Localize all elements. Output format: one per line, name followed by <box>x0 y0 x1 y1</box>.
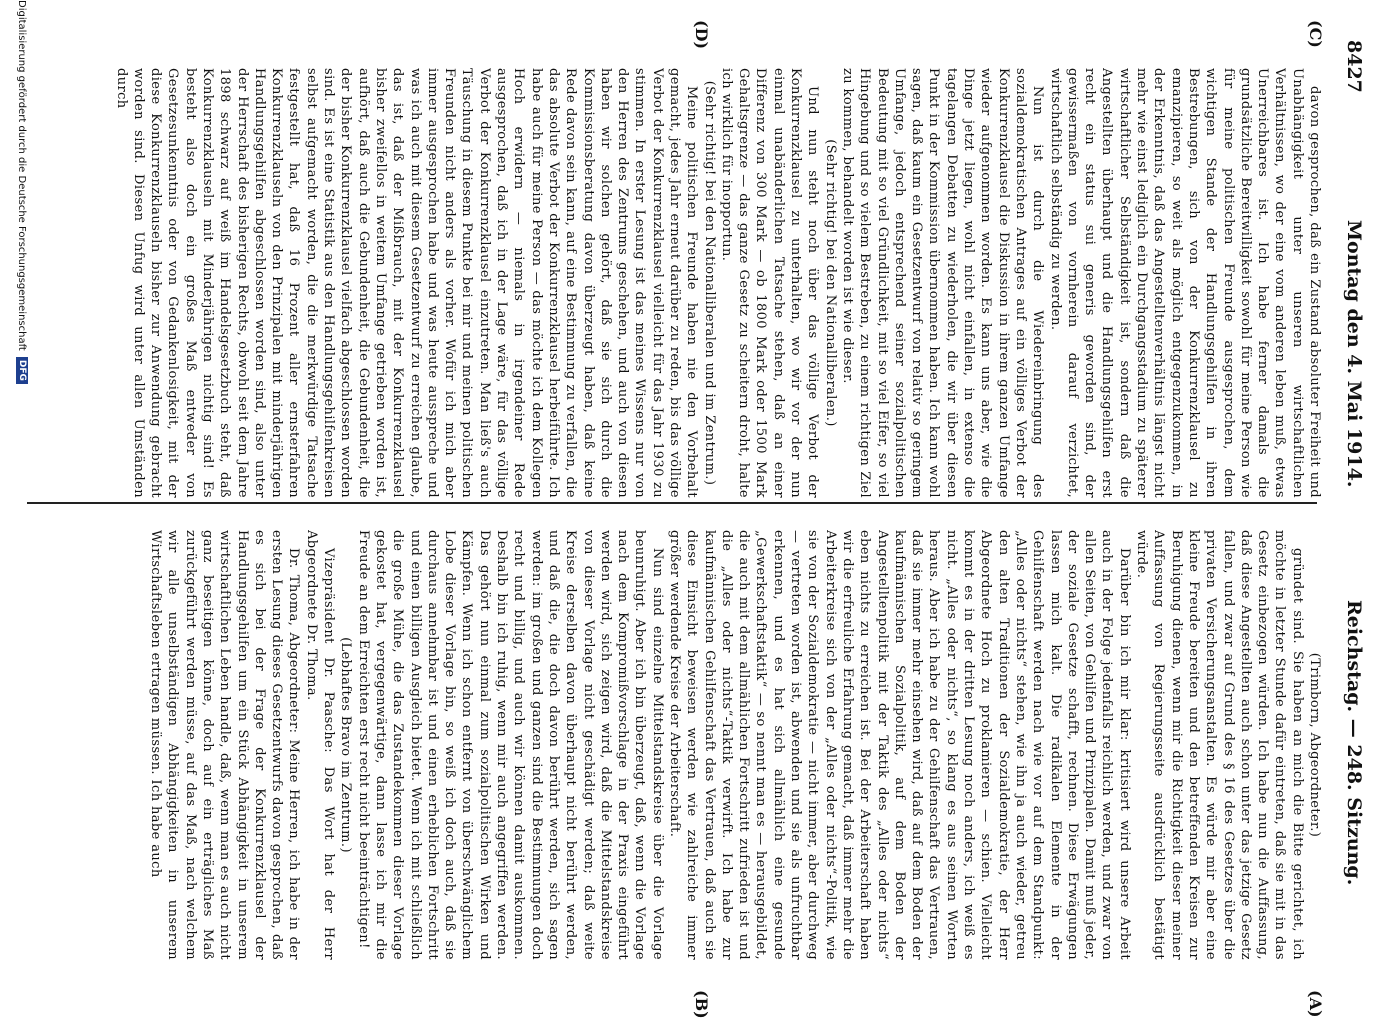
speaker-note: (Trimborn, Abgeordneter.) <box>1307 652 1322 838</box>
session-title: Reichstag. — 248. Sitzung. <box>1343 600 1365 886</box>
marker-a: (A) <box>1306 990 1325 1018</box>
funding-note <box>14 0 30 1000</box>
page-header <box>1339 40 1365 980</box>
page-number: 8427 <box>1343 40 1365 93</box>
interjection: (Lebhaftes Bravo im Zentrum.) <box>338 637 354 853</box>
paragraph: Nun sind einzelne Mittelstandskreise über die Vorlage beunruhigt. Aber ich bin überzeugt, daß, wenn die Vorlage nach dem Kompromißvorschlage in der Praxis eingeführt werden wird, sich zeigen wird, daß die Mittelstandskreise von dieser Vorlage nicht geschädigt werden; daß weite Kreise derselben davon überhaupt nicht berührt werden, und daß die, die doch davon berührt werden, sich sagen werden: im großen und ganzen sind die Bestimmungen doch recht und billig, und auch wir können damit auskommen. Deshalb bin ich ruhig, wenn mir auch angegriffen werden. Das gehört nun einmal zum sozialpolitischen Wirken und Kämpfen. Wenn ich schon entfernt von überschwänglichem Lobe dieser Vorlage bin, so weiß ich doch auch, daß sie durchaus annehmbar ist und einen erheblichen Fortschritt und einen billigen Ausgleich bietet. Wenn ich mit schließlich die große Mühe, die das Zustandekommen dieser Vorlage gekostet hat, vergegenwärtige, dann lasse ich mir die Freude an dem Erreichten erst recht nicht beeinträchtigen! <box>355 530 665 960</box>
paragraph: Nun ist durch die Wiedereinbringung des sozialdemokratischen Antrages auf ein völliges Verbot der Konkurrenzklausel die Diskussion in ihrem ganzen Umfange wieder aufgenommen worden. Es kann uns aber, wie die Dinge jetzt liegen, wohl nicht einfallen, in extenso die tagelangen Debatten zu wiederholen, die wir über diesen Punkt in der Kommission übernommen haben. Ich kann wohl sagen, daß kaum ein Gesetzentwurf von relativ so geringem Umfange, jedoch entsprechend seiner sozialpolitischen Bedeutung mit so viel Gründlichkeit, mit so viel Eifer, so viel Hingebung und so vielem Bestreben, zu einem richtigen Ziel zu kommen, behandelt worden ist wie dieser. <box>839 68 1046 498</box>
paragraph: Und nun steht noch über das völlige Verbot der Konkurrenzklausel zu unterhalten, wo wir vor der nun einmal unabänderlichen Tatsache stehen, daß an einer Differenz von 300 Mark — ob 1800 Mark oder 1500 Mark Gehaltsgrenze — das ganze Gesetz zu scheitern droht, halte ich wirklich für inopportun. <box>718 68 821 498</box>
funding-text: Digitalisierung gefördert durch die Deutsche Forschungsgemeinschaft <box>16 0 28 351</box>
marker-c: (C) <box>1306 20 1325 48</box>
paragraph: Meine politischen Freunde haben nie den Vorbehalt gemacht, jedes Jahr erneut darüber zu reden, bis das völlige Verbot der Konkurrenzklausel vielleicht für das Jahr 1930 zu stimmen. In erster Lesung ist das meines Wissens nur von den Herren des Zentrums geschehen, und auch von diesen haben wir solchen gehört, daß sie sich durch die Kommissionsberatung davon überzeugt haben, daß keine Rede davon sein kann, auf eine Bestimmung zu verfallen, die das absolute Verbot der Konkurrenzklausel herbeiführte. Ich habe auch für meine Person — das möchte ich dem Kollegen Hoch erwidern — niemals in irgendeiner Rede ausgesprochen, daß ich in der Lage wäre, für das völlige Verbot der Konkurrenzklausel einzutreten. Man ließ's auch Täuschung in diesem Punkte bei mir und meinen politischen Freunden nicht anders als vorher. Wofür ich mich aber immer ausgesprochen habe und was heute ausspreche und was ich auch mit diesem Gesetzentwurf zu erreichen glaube, das ist, daß der Mißbrauch, mit der Konkurrenzklausel bisher zweifellos in weitem Umfange getrieben worden ist, aufhört, daß auch die Gebundenheit, die Gebundenheit, die der bisher Konkurrenzklausel vielfach abgeschlossen worden sind. Es ist eine Statistik aus den Handlungsgehilfenkreisen selbst aufgemacht worden, die die merkwürdige Tatsache festgestellt hat, daß 16 Prozent aller ernsterfahren Konkurrenzklauseln von den Prinzipalen mit minderjährigen Handlungsgehilfen abgeschlossen worden sind, also unter der Herrschaft des bisherigen Rechts, obwohl seit dem Jahre 1898 schwarz auf weiß im Handelsgesetzbuch steht, daß Konkurrenzklauseln mit Minderjährigen nichtig sind! Es besteht also doch ein großes Maß entweder von Gesetzesunkenntnis oder von Gedankenlosigkeit, mit der diese Konkurrenzklauseln bisher zur Anwendung gebracht worden sind. Diesen Unfug wird unter allen Umständen durch <box>113 68 700 498</box>
right-text-column <box>23 68 1323 498</box>
column-divider <box>27 502 1317 504</box>
interjection: (Sehr richtig! bei den Nationalliberalen und im Zentrum.) <box>701 80 717 486</box>
paragraph: Vizepräsident Dr. Paasche: Das Wort hat der Herr Abgeordnete Dr. Thoma. <box>303 530 337 960</box>
left-text-column <box>23 530 1323 960</box>
marker-d: (D) <box>692 20 711 50</box>
paragraph: Dr. Thoma, Abgeordneter: Meine Herren, ich habe in der ersten Lesung dieses Gesetzentwurfs davon gesprochen, daß es sich bei der Frage der Konkurrenzklausel der Handlungsgehilfen um ein Stück Abhängigkeit in unserem wirtschaftlichen Leben handle, daß, wenn man es auch nicht ganz beseitigen könne, doch auf ein erträgliches Maß zurückgeführt werden müsse, auf das Maß, nach welchem wir alle unselbständigen Abhängigkeiten in unserem Wirtschaftsleben ertragen müssen. Ich habe auch <box>148 530 302 960</box>
interjection: (Sehr richtig! bei den Nationalliberalen.) <box>822 139 838 427</box>
marker-b: (B) <box>692 990 711 1019</box>
session-date: Montag den 4. Mai 1914. <box>1343 220 1365 488</box>
dfg-logo: DFG <box>16 357 28 384</box>
paragraph: Darüber bin ich mir klar: kritisiert wird unsere Arbeit auch in der Folge jedenfalls reichlich werden, und zwar von allen Seiten, von Gehilfen und Prinzipalen. Damit muß jeder, der soziale Gesetze schafft, rechnen. Diese Erwägungen lassen mich kalt. Die radikalen Elemente in der Gehilfenschaft werden nach wie vor auf dem Standpunkt: „Alles oder nichts“ stehen, wie ihn ja auch wieder, getreu den alten Traditionen der Sozialdemokratie, der Herr Abgeordnete Hoch zu proklamieren — schien. Vielleicht kommt es in der dritten Lesung noch anders, ich weiß es nicht. „Alles oder nichts“, so klang es aus seinen Worten heraus. Aber ich habe zu der Gehilfenschaft das Vertrauen, daß sie immer mehr einsehen wird, daß auf dem Boden der kaufmännischen Sozialpolitik, auf dem Boden der Angestelltenpolitik mit der Taktik des „Alles oder nichts“ eben nichts zu erreichen ist. Bei der Arbeiterschaft haben wir die erfreuliche Erfahrung gemacht, daß immer mehr die Arbeiterkreise sich von der „Alles oder nichts“-Politik, wie sie von der Sozialdemokratie — nicht immer, aber durchweg — vertreten worden ist, abwenden und sie als unfruchtbar erkennen, und es hat sich allmählich eine gesunde „Gewerkschaftstaktik“ — so nennt man es — herausgebildet, die auch mit dem allmählichen Fortschritt zufrieden ist und die „Alles oder nichts“-Taktik verwirft. Ich habe zur kaufmännischen Gehilfenschaft das Vertrauen, daß auch sie diese Einsicht beweisen werden wie zahlreiche immer größer werdende Kreise der Arbeiterschaft. <box>667 530 1132 960</box>
paragraph: davon gesprochen, daß ein Zustand absoluter Freiheit und Unabhängigkeit unter unseren wirtschaftlichen Verhältnissen, wo der eine vom anderen leben muß, etwas Unerreichbares ist. Ich habe ferner damals die grundsätzliche Bereitwilligkeit sowohl für meine Person wie für meine politischen Freunde ausgesprochen, dem wichtigen Stande der Handlungsgehilfen in ihren Bestrebungen, sich von der Konkurrenzklausel zu emanzipieren, so weit als möglich entgegenzukommen, in der Erkenntnis, daß das Angestelltenverhältnis längst nicht mehr wie einst lediglich ein Durchgangsstadium zu späterer wirtschaftlicher Selbständigkeit ist, sondern daß die Angestellten überhaupt und die Handlungsgehilfen erst recht ein status sui generis geworden sind, der gewissermaßen von vornherein darauf verzichtet, wirtschaftlich selbständig zu werden. <box>1047 68 1322 498</box>
paragraph: gründet sind. Sie haben an mich die Bitte gerichtet, ich möchte in letzter Stunde dafür eintreten, daß sie mit in das Gesetz einbezogen würden. Ich habe nun die Auffassung, daß diese Angestellten auch schon unter das jetzige Gesetz fallen, und zwar auf Grund des § 16 des Gesetzes über die privaten Versicherungsanstalten. Es würde mir aber eine kleine Freude bereiten und den betreffenden Kreisen zur Beruhigung dienen, wenn mir die Richtigkeit dieser meiner Auffassung von Regierungsseite ausdrücklich bestätigt würde. <box>1134 530 1305 960</box>
